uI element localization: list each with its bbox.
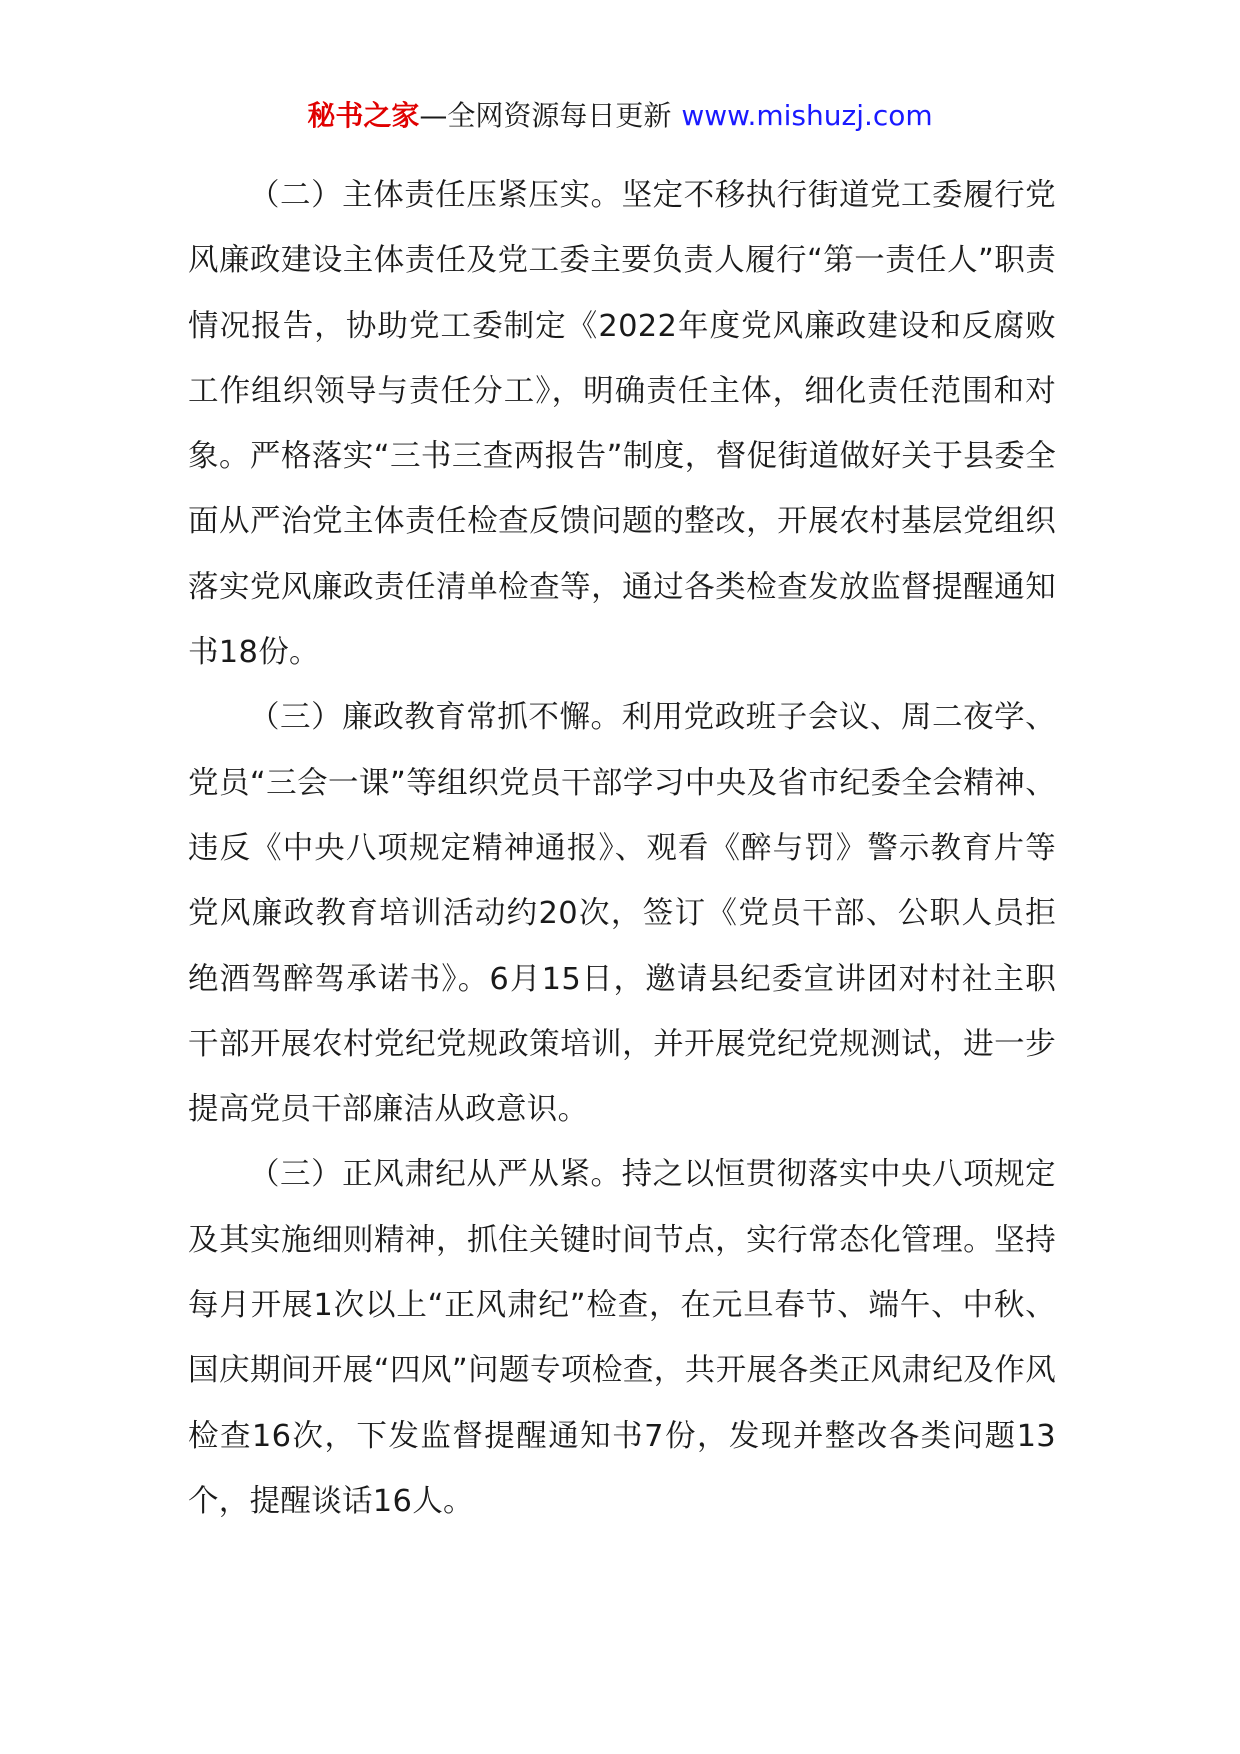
page-header <box>0 96 1240 136</box>
paragraph-discipline: （三）正风肃纪从严从紧。持之以恒贯彻落实中央八项规定及其实施细则精神，抓住关键时间节点，实行常态化管理。坚持每月开展1次以上“正风肃纪”检查，在元旦春节、端午、中秋、国庆期间开展“四风”问题专项检查，共开展各类正风肃纪及作风检查16次，下发监督提醒通知书7份，发现并整改各类问题13个，提醒谈话16人。 <box>188 1157 1056 1519</box>
paragraph-main-responsibility: （二）主体责任压紧压实。坚定不移执行街道党工委履行党风廉政建设主体责任及党工委主要负责人履行“第一责任人”职责情况报告，协助党工委制定《2022年度党风廉政建设和反腐败工作组织领导与责任分工》，明确责任主体，细化责任范围和对象。严格落实“三书三查两报告”制度，督促街道做好关于县委全面从严治党主体责任检查反馈问题的整改，开展农村基层党组织落实党风廉政责任清单检查等，通过各类检查发放监督提醒通知书18份。 <box>188 178 1056 671</box>
header-slogan: —全网资源每日更新 <box>419 99 672 132</box>
brand-name: 秘书之家 <box>307 99 420 132</box>
site-url-link[interactable]: www.mishuzj.com <box>681 99 933 132</box>
paragraph-integrity-education: （三）廉政教育常抓不懈。利用党政班子会议、周二夜学、党员“三会一课”等组织党员干部学习中央及省市纪委全会精神、违反《中央八项规定精神通报》、观看《醉与罚》警示教育片等党风廉政教育培训活动约20次，签订《党员干部、公职人员拒绝酒驾醉驾承诺书》。6月15日，邀请县纪委宣讲团对村社主职干部开展农村党纪党规政策培训，并开展党纪党规测试，进一步提高党员干部廉洁从政意识。 <box>188 700 1056 1128</box>
document-body <box>188 163 1056 1534</box>
